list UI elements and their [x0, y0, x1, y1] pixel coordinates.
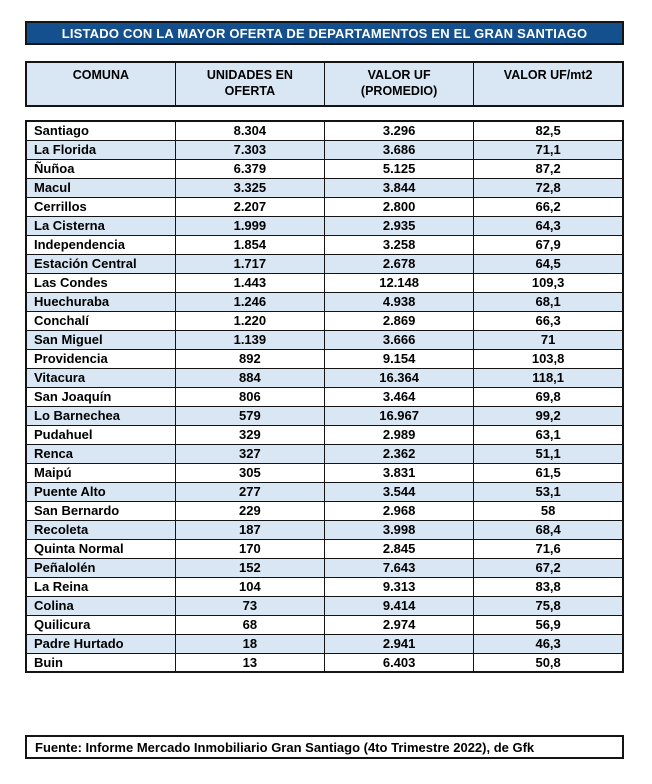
header-row	[26, 62, 623, 106]
table-row	[26, 273, 623, 292]
valor-uf-cell: 2.974	[325, 615, 474, 634]
valor-uf-cell: 9.154	[325, 349, 474, 368]
valor-uf-cell: 6.403	[325, 653, 474, 672]
valor-uf-cell: 3.686	[325, 140, 474, 159]
valor-uf-m2-cell: 53,1	[474, 482, 623, 501]
valor-uf-m2-cell: 56,9	[474, 615, 623, 634]
valor-uf-m2-cell: 75,8	[474, 596, 623, 615]
unidades-cell: 13	[175, 653, 324, 672]
valor-uf-cell: 2.362	[325, 444, 474, 463]
table-row	[26, 558, 623, 577]
unidades-cell: 152	[175, 558, 324, 577]
table-row	[26, 292, 623, 311]
valor-uf-m2-cell: 68,1	[474, 292, 623, 311]
valor-uf-cell: 2.968	[325, 501, 474, 520]
unidades-cell: 170	[175, 539, 324, 558]
table-row	[26, 425, 623, 444]
table-row	[26, 615, 623, 634]
comuna-cell: Buin	[26, 653, 175, 672]
unidades-cell: 1.717	[175, 254, 324, 273]
valor-uf-cell: 12.148	[325, 273, 474, 292]
table-row	[26, 501, 623, 520]
table-row	[26, 406, 623, 425]
unidades-cell: 1.139	[175, 330, 324, 349]
valor-uf-cell: 3.831	[325, 463, 474, 482]
unidades-cell: 579	[175, 406, 324, 425]
table-row	[26, 235, 623, 254]
table-row	[26, 254, 623, 273]
table-row	[26, 197, 623, 216]
comuna-cell: San Joaquín	[26, 387, 175, 406]
table-row	[26, 349, 623, 368]
unidades-cell: 6.379	[175, 159, 324, 178]
unidades-cell: 1.220	[175, 311, 324, 330]
valor-uf-m2-cell: 72,8	[474, 178, 623, 197]
footer-box	[25, 735, 624, 759]
valor-uf-cell: 2.678	[325, 254, 474, 273]
valor-uf-cell: 9.313	[325, 577, 474, 596]
comuna-cell: Macul	[26, 178, 175, 197]
valor-uf-m2-cell: 83,8	[474, 577, 623, 596]
valor-uf-m2-cell: 64,5	[474, 254, 623, 273]
column-header-unidades: UNIDADES EN OFERTA	[175, 62, 324, 106]
valor-uf-cell: 3.844	[325, 178, 474, 197]
valor-uf-m2-cell: 68,4	[474, 520, 623, 539]
column-header-comuna: COMUNA	[26, 62, 175, 106]
unidades-cell: 329	[175, 425, 324, 444]
valor-uf-cell: 2.869	[325, 311, 474, 330]
valor-uf-cell: 3.258	[325, 235, 474, 254]
valor-uf-cell: 3.544	[325, 482, 474, 501]
unidades-cell: 229	[175, 501, 324, 520]
comuna-cell: Independencia	[26, 235, 175, 254]
unidades-cell: 305	[175, 463, 324, 482]
table-row	[26, 482, 623, 501]
comuna-cell: Maipú	[26, 463, 175, 482]
valor-uf-cell: 2.989	[325, 425, 474, 444]
comuna-cell: Renca	[26, 444, 175, 463]
comuna-cell: Lo Barnechea	[26, 406, 175, 425]
table-row	[26, 140, 623, 159]
column-header-table	[25, 61, 624, 107]
comuna-cell: Huechuraba	[26, 292, 175, 311]
comuna-cell: La Cisterna	[26, 216, 175, 235]
valor-uf-m2-cell: 71	[474, 330, 623, 349]
valor-uf-cell: 16.967	[325, 406, 474, 425]
table-row	[26, 520, 623, 539]
table-row	[26, 539, 623, 558]
valor-uf-m2-cell: 99,2	[474, 406, 623, 425]
comuna-cell: Las Condes	[26, 273, 175, 292]
valor-uf-cell: 7.643	[325, 558, 474, 577]
table-row	[26, 387, 623, 406]
comuna-cell: Quilicura	[26, 615, 175, 634]
table-row	[26, 311, 623, 330]
valor-uf-m2-cell: 71,6	[474, 539, 623, 558]
valor-uf-cell: 9.414	[325, 596, 474, 615]
comuna-cell: Quinta Normal	[26, 539, 175, 558]
unidades-cell: 1.443	[175, 273, 324, 292]
valor-uf-m2-cell: 82,5	[474, 121, 623, 140]
comuna-cell: Colina	[26, 596, 175, 615]
table-row	[26, 653, 623, 672]
title-bar	[25, 21, 624, 45]
unidades-cell: 1.854	[175, 235, 324, 254]
unidades-cell: 104	[175, 577, 324, 596]
unidades-cell: 2.207	[175, 197, 324, 216]
valor-uf-cell: 3.998	[325, 520, 474, 539]
table-row	[26, 368, 623, 387]
valor-uf-m2-cell: 69,8	[474, 387, 623, 406]
comuna-cell: Estación Central	[26, 254, 175, 273]
comuna-cell: Pudahuel	[26, 425, 175, 444]
comuna-cell: Padre Hurtado	[26, 634, 175, 653]
valor-uf-m2-cell: 109,3	[474, 273, 623, 292]
unidades-cell: 73	[175, 596, 324, 615]
comuna-cell: Conchalí	[26, 311, 175, 330]
valor-uf-m2-cell: 71,1	[474, 140, 623, 159]
valor-uf-cell: 2.800	[325, 197, 474, 216]
valor-uf-cell: 5.125	[325, 159, 474, 178]
comuna-cell: San Bernardo	[26, 501, 175, 520]
unidades-cell: 892	[175, 349, 324, 368]
valor-uf-m2-cell: 67,9	[474, 235, 623, 254]
unidades-cell: 277	[175, 482, 324, 501]
unidades-cell: 806	[175, 387, 324, 406]
unidades-cell: 884	[175, 368, 324, 387]
comuna-cell: Puente Alto	[26, 482, 175, 501]
unidades-cell: 18	[175, 634, 324, 653]
comuna-cell: La Florida	[26, 140, 175, 159]
source-note: Fuente: Informe Mercado Inmobiliario Gran Santiago (4to Trimestre 2022), de Gfk	[35, 739, 535, 755]
table-row	[26, 577, 623, 596]
valor-uf-cell: 2.845	[325, 539, 474, 558]
data-table	[25, 120, 624, 673]
comuna-cell: Recoleta	[26, 520, 175, 539]
valor-uf-cell: 3.296	[325, 121, 474, 140]
column-header-valor-uf-mt2: VALOR UF/mt2	[474, 62, 623, 106]
table-row	[26, 444, 623, 463]
comuna-cell: La Reina	[26, 577, 175, 596]
valor-uf-m2-cell: 118,1	[474, 368, 623, 387]
valor-uf-cell: 4.938	[325, 292, 474, 311]
comuna-cell: Santiago	[26, 121, 175, 140]
valor-uf-m2-cell: 51,1	[474, 444, 623, 463]
table-row	[26, 596, 623, 615]
unidades-cell: 3.325	[175, 178, 324, 197]
valor-uf-m2-cell: 61,5	[474, 463, 623, 482]
valor-uf-cell: 3.464	[325, 387, 474, 406]
page-title: LISTADO CON LA MAYOR OFERTA DE DEPARTAMENTOS EN EL GRAN SANTIAGO	[61, 25, 588, 41]
table-row	[26, 121, 623, 140]
valor-uf-m2-cell: 64,3	[474, 216, 623, 235]
unidades-cell: 1.999	[175, 216, 324, 235]
valor-uf-cell: 16.364	[325, 368, 474, 387]
table-row	[26, 463, 623, 482]
comuna-cell: San Miguel	[26, 330, 175, 349]
unidades-cell: 68	[175, 615, 324, 634]
unidades-cell: 187	[175, 520, 324, 539]
column-header-valor-uf: VALOR UF (PROMEDIO)	[325, 62, 474, 106]
valor-uf-m2-cell: 67,2	[474, 558, 623, 577]
valor-uf-m2-cell: 66,2	[474, 197, 623, 216]
comuna-cell: Cerrillos	[26, 197, 175, 216]
table-row	[26, 634, 623, 653]
unidades-cell: 1.246	[175, 292, 324, 311]
valor-uf-m2-cell: 50,8	[474, 653, 623, 672]
table-row	[26, 216, 623, 235]
data-table-body	[26, 121, 623, 672]
table-row	[26, 330, 623, 349]
valor-uf-m2-cell: 63,1	[474, 425, 623, 444]
valor-uf-m2-cell: 87,2	[474, 159, 623, 178]
comuna-cell: Peñalolén	[26, 558, 175, 577]
table-row	[26, 178, 623, 197]
unidades-cell: 327	[175, 444, 324, 463]
comuna-cell: Vitacura	[26, 368, 175, 387]
valor-uf-cell: 2.941	[325, 634, 474, 653]
valor-uf-m2-cell: 58	[474, 501, 623, 520]
valor-uf-cell: 2.935	[325, 216, 474, 235]
unidades-cell: 8.304	[175, 121, 324, 140]
unidades-cell: 7.303	[175, 140, 324, 159]
valor-uf-m2-cell: 46,3	[474, 634, 623, 653]
valor-uf-cell: 3.666	[325, 330, 474, 349]
comuna-cell: Ñuñoa	[26, 159, 175, 178]
comuna-cell: Providencia	[26, 349, 175, 368]
valor-uf-m2-cell: 103,8	[474, 349, 623, 368]
valor-uf-m2-cell: 66,3	[474, 311, 623, 330]
table-row	[26, 159, 623, 178]
